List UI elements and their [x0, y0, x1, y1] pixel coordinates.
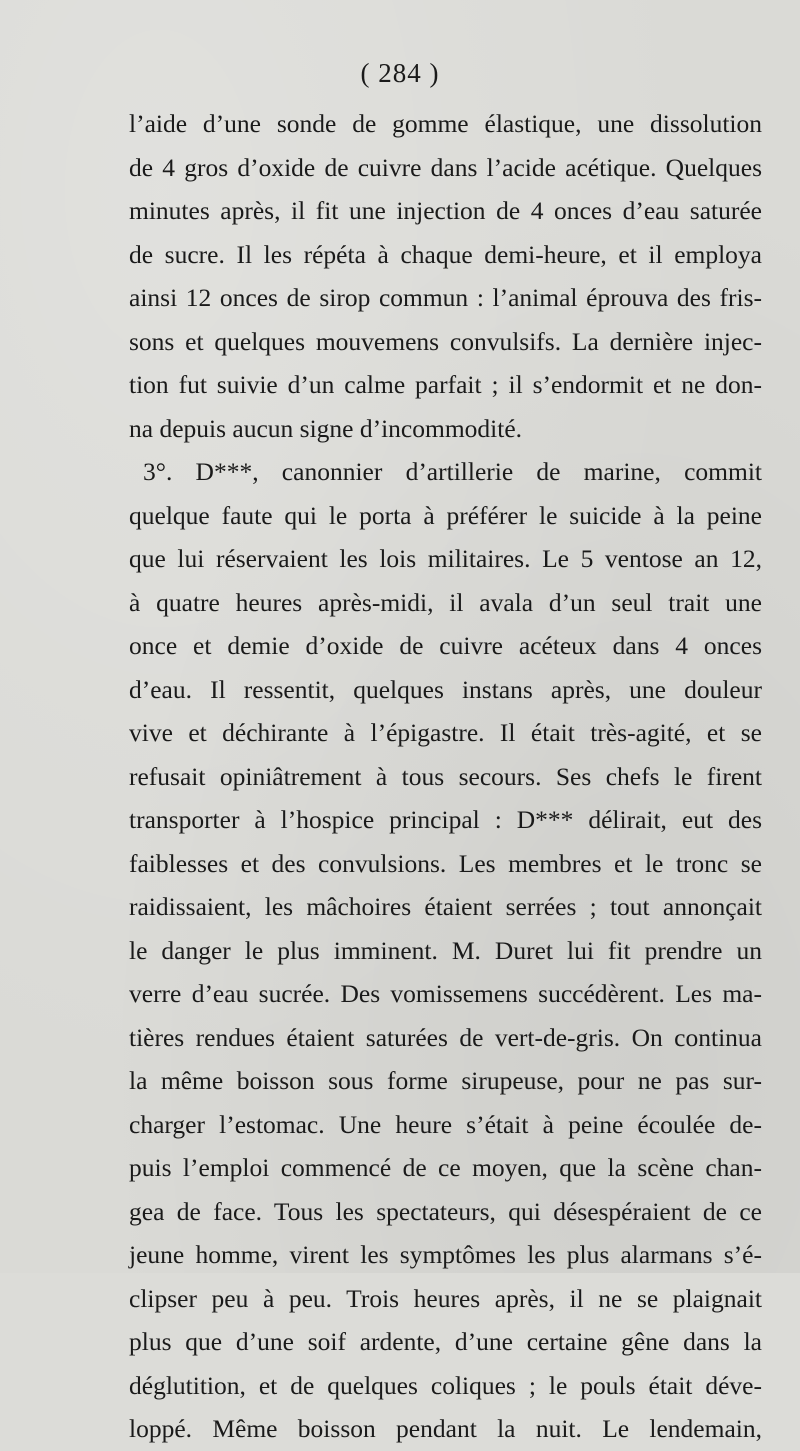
text-line: quelque faute qui le porta à préférer le suicide à la peine	[129, 500, 762, 530]
text-line: minutes après, il fit une injection de 4 onces d’eau saturée	[129, 196, 762, 225]
text-line: d’eau. Il ressentit, quelques instans après, une douleur	[129, 674, 762, 704]
body-text	[129, 102, 762, 1451]
paragraph-start-line: 3°. D***, canonnier d’artillerie de marine, commit	[143, 457, 762, 486]
text-line: raidissaient, les mâchoires étaient serrées ; tout annonçait	[129, 892, 762, 921]
text-line: la même boisson sous forme sirupeuse, pour ne pas sur-	[129, 1066, 762, 1095]
text-line: once et demie d’oxide de cuivre acéteux dans 4 onces	[129, 631, 762, 660]
text-line: charger l’estomac. Une heure s’était à peine écoulée de-	[129, 1109, 762, 1139]
text-line: plus que d’une soif ardente, d’une certaine gêne dans la	[129, 1327, 762, 1356]
text-line: jeune homme, virent les symptômes les plus alarmans s’é-	[129, 1240, 762, 1269]
text-line: sons et quelques mouvemens convulsifs. La dernière injec-	[129, 326, 762, 356]
text-line: na depuis aucun signe d’incommodité.	[129, 413, 523, 443]
text-line: le danger le plus imminent. M. Duret lui fit prendre un	[129, 935, 762, 965]
text-line: l’aide d’une sonde de gomme élastique, une dissolution	[129, 109, 762, 138]
text-line: verre d’eau sucrée. Des vomissemens succédèrent. Les ma-	[129, 979, 762, 1008]
text-line: à quatre heures après-midi, il avala d’un seul trait une	[129, 587, 762, 617]
text-line: tières rendues étaient saturées de vert-de-gris. On continua	[129, 1022, 762, 1052]
text-line: de sucre. Il les répéta à chaque demi-heure, et il employa	[129, 239, 762, 269]
text-line: de 4 gros d’oxide de cuivre dans l’acide acétique. Quelques	[129, 152, 762, 182]
text-line: transporter à l’hospice principal : D*** délirait, eut des	[129, 805, 762, 834]
text-line: faiblesses et des convulsions. Les membres et le tronc se	[129, 848, 762, 878]
text-line: vive et déchirante à l’épigastre. Il était très-agité, et se	[129, 718, 762, 747]
text-line: ainsi 12 onces de sirop commun : l’animal éprouva des fris-	[129, 283, 762, 312]
text-line: loppé. Même boisson pendant la nuit. Le lendemain,	[129, 1414, 762, 1443]
text-line: déglutition, et de quelques coliques ; le pouls était déve-	[129, 1370, 762, 1400]
text-line: refusait opiniâtrement à tous secours. Ses chefs le firent	[129, 761, 762, 791]
text-line: que lui réservaient les lois militaires. Le 5 ventose an 12,	[129, 544, 762, 573]
text-line: puis l’emploi commencé de ce moyen, que la scène chan-	[129, 1153, 762, 1182]
text-line: tion fut suivie d’un calme parfait ; il s’endormit et ne don-	[129, 370, 762, 399]
page-number: ( 284 )	[360, 58, 440, 88]
text-line: clipser peu à peu. Trois heures après, il ne se plaignait	[129, 1283, 762, 1313]
text-line: gea de face. Tous les spectateurs, qui désespéraient de ce	[129, 1196, 762, 1226]
